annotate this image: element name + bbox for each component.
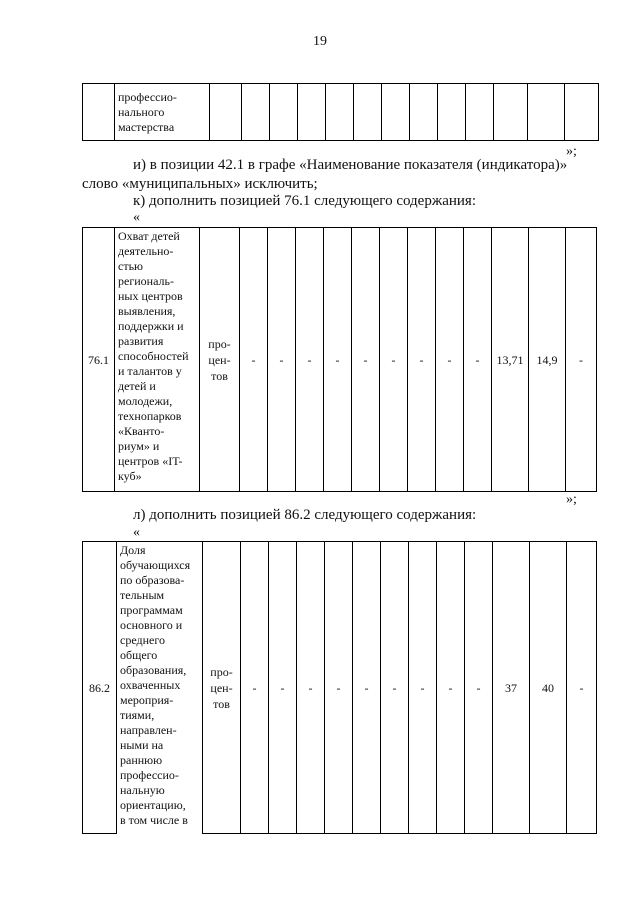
unit-cell [200, 228, 240, 492]
name-line: региональ- [118, 274, 174, 288]
value-cell [382, 84, 410, 141]
paragraph-i-line1: и) в позиции 42.1 в графе «Наименование показателя (индикатора)» [133, 157, 568, 173]
page-number: 19 [313, 34, 327, 49]
name-line: тельным [120, 588, 165, 602]
value-cell [528, 84, 565, 141]
value-cell: 37 [493, 542, 530, 834]
name-line: развития [118, 334, 164, 348]
name-line: выявления, [118, 304, 176, 318]
value-cell: - [380, 228, 408, 492]
name-line: деятельно- [118, 244, 174, 258]
name-line: нальную [120, 783, 165, 797]
value-cell [354, 84, 382, 141]
value-cell [410, 84, 438, 141]
name-line: раннюю [120, 753, 163, 767]
position-number: 76.1 [83, 228, 115, 492]
value-cell [466, 84, 494, 141]
value-cell: - [465, 542, 493, 834]
name-line: ориентацию, [120, 798, 186, 812]
value-cell: - [352, 228, 380, 492]
position-number: 86.2 [83, 542, 117, 834]
name-line: профессио- [120, 768, 179, 782]
name-line: профессио- [118, 90, 177, 104]
name-line: обучающихся [120, 558, 191, 572]
value-cell: 13,71 [492, 228, 529, 492]
name-line: мастерства [118, 120, 175, 134]
name-line: нального [118, 105, 165, 119]
name-line: тиями, [120, 708, 155, 722]
unit-line: про- [208, 336, 231, 351]
name-line: центров «IT- [118, 454, 183, 468]
unit-line: про- [210, 664, 233, 679]
table-continuation [82, 83, 599, 141]
value-cell: 40 [530, 542, 567, 834]
table-row-86-2 [82, 541, 597, 834]
indicator-name-cell [117, 542, 203, 834]
paragraph-l: л) дополнить позицией 86.2 следующего содержания: [133, 507, 477, 523]
value-cell [298, 84, 326, 141]
value-cell: - [269, 542, 297, 834]
value-cell: - [436, 228, 464, 492]
value-cell: - [567, 542, 597, 834]
value-cell: - [464, 228, 492, 492]
opening-quote: « [133, 525, 140, 540]
closing-quote: »; [566, 144, 577, 159]
name-line: стью [118, 259, 144, 273]
value-cell: - [268, 228, 296, 492]
value-cell: - [353, 542, 381, 834]
value-cell [210, 84, 242, 141]
value-cell [494, 84, 528, 141]
value-cell [242, 84, 270, 141]
name-line: образования, [120, 663, 187, 677]
name-line: направлен- [120, 723, 177, 737]
value-cell: 14,9 [529, 228, 566, 492]
value-cell [270, 84, 298, 141]
name-line: мероприя- [120, 693, 174, 707]
value-cell: - [240, 228, 268, 492]
name-line: Доля [120, 543, 146, 557]
paragraph-i-line2: слово «муниципальных» исключить; [82, 176, 318, 192]
unit-cell [203, 542, 241, 834]
name-line: технопарков [118, 409, 182, 423]
name-line: детей и [118, 379, 156, 393]
value-cell: - [437, 542, 465, 834]
name-line: основного и [120, 618, 183, 632]
unit-line: тов [211, 368, 228, 383]
value-cell [565, 84, 599, 141]
name-line: охваченных [120, 678, 181, 692]
name-line: «Кванто- [118, 424, 165, 438]
unit-line: тов [213, 696, 230, 711]
value-cell: - [409, 542, 437, 834]
name-line: программам [120, 603, 183, 617]
value-cell [438, 84, 466, 141]
name-line: среднего [120, 633, 165, 647]
name-line: молодежи, [118, 394, 173, 408]
name-line: ными на [120, 738, 164, 752]
name-line: по образова- [120, 573, 185, 587]
name-line: способностей [118, 349, 189, 363]
closing-quote: »; [566, 492, 577, 507]
value-cell: - [325, 542, 353, 834]
value-cell [326, 84, 354, 141]
unit-line: цен- [208, 352, 231, 367]
indicator-name-cell [115, 228, 200, 492]
name-line: общего [120, 648, 158, 662]
paragraph-k: к) дополнить позицией 76.1 следующего содержания: [133, 193, 476, 209]
name-line: в том числе в [120, 813, 188, 827]
name-line: поддержки и [118, 319, 184, 333]
value-cell: - [566, 228, 597, 492]
value-cell: - [324, 228, 352, 492]
value-cell: - [408, 228, 436, 492]
name-line: Охват детей [118, 229, 180, 243]
name-line: и талантов у [118, 364, 182, 378]
value-cell: - [241, 542, 269, 834]
opening-quote: « [133, 210, 140, 225]
unit-line: цен- [210, 680, 233, 695]
value-cell: - [297, 542, 325, 834]
table-row-76-1 [82, 227, 597, 492]
value-cell: - [296, 228, 324, 492]
name-line: риум» и [118, 439, 160, 453]
name-line: ных центров [118, 289, 183, 303]
value-cell: - [381, 542, 409, 834]
name-line: куб» [118, 469, 142, 483]
number-cell [83, 84, 115, 141]
indicator-name-cell [115, 84, 210, 141]
